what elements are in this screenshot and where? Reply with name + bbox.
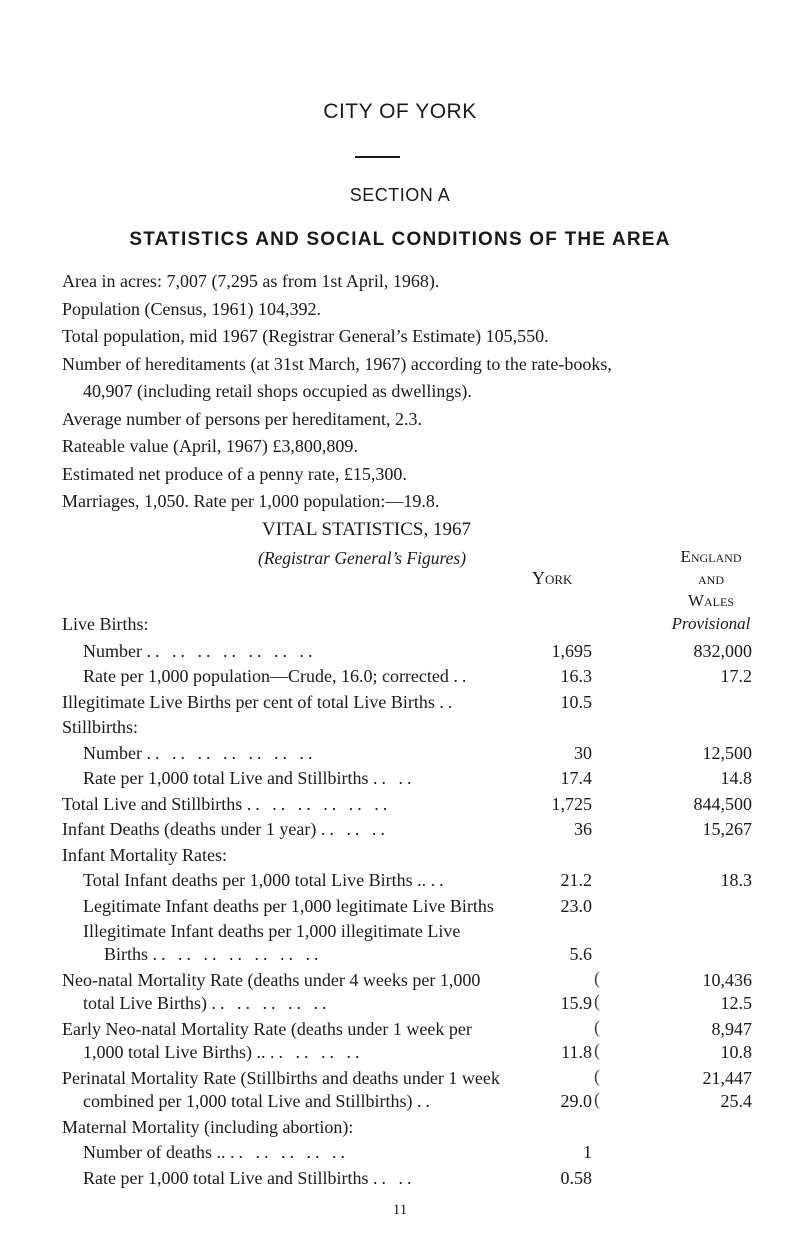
- intro-hereditaments: Number of hereditaments (at 31st March, 1967) according to the rate-books,: [62, 354, 612, 374]
- brace-mark: (: [594, 991, 600, 1011]
- column-header-wales: Wales: [687, 591, 735, 610]
- england-value: 21,447: [702, 1068, 752, 1088]
- row-maternal-deaths-number: Number of deaths .. .. .. .. .. ..: [83, 1142, 349, 1162]
- leader-dots: .. ..: [372, 768, 416, 788]
- england-value: 844,500: [693, 794, 752, 814]
- york-value: 16.3: [560, 666, 592, 686]
- england-value: 10,436: [702, 970, 752, 990]
- leader-dots: .. .. .. .. .. ..: [246, 794, 392, 814]
- column-header-provisional: Provisional: [671, 614, 751, 633]
- england-value: 832,000: [693, 641, 752, 661]
- intro-hereditaments-cont: 40,907 (including retail shops occupied as dwellings).: [83, 381, 472, 401]
- row-legitimate-infant-deaths: Legitimate Infant deaths per 1,000 legitimate Live Births: [83, 896, 494, 916]
- divider-rule: [355, 156, 400, 158]
- row-live-births-rate: Rate per 1,000 population—Crude, 16.0; corrected ..: [83, 666, 471, 686]
- row-stillbirths-number: Number .. .. .. .. .. .. ..: [83, 743, 317, 763]
- leader-dots: .. ..: [372, 1168, 416, 1188]
- york-value: 1,725: [551, 794, 592, 814]
- leader-dots: ..: [416, 1091, 434, 1111]
- brace-mark: (: [594, 1089, 600, 1109]
- brace-mark: (: [594, 1017, 600, 1037]
- england-value: 8,947: [711, 1019, 752, 1039]
- york-value: 5.6: [569, 944, 592, 964]
- york-value: 1,695: [551, 641, 592, 661]
- york-value: 23.0: [560, 896, 592, 916]
- section-heading: SECTION A: [349, 185, 451, 205]
- leader-dots: .. .. .. .. .. .. ..: [146, 743, 317, 763]
- row-maternal-mortality-heading: Maternal Mortality (including abortion):: [62, 1117, 354, 1137]
- england-value: 12.5: [720, 993, 752, 1013]
- intro-persons-per-hereditament: Average number of persons per hereditament, 2.3.: [62, 409, 423, 429]
- row-maternal-deaths-rate: Rate per 1,000 total Live and Stillbirths .. ..: [83, 1168, 416, 1188]
- intro-population-census: Population (Census, 1961) 104,392.: [62, 299, 321, 319]
- brace-mark: (: [594, 1040, 600, 1060]
- england-value: 14.8: [720, 768, 752, 788]
- row-stillbirths-rate: Rate per 1,000 total Live and Stillbirths .. ..: [83, 768, 416, 788]
- leader-dots: .. .. .. .. .. .. ..: [152, 944, 323, 964]
- intro-area: Area in acres: 7,007 (7,295 as from 1st April, 1968).: [62, 271, 440, 291]
- vital-subtitle: (Registrar General’s Figures): [258, 548, 467, 568]
- leader-dots: ..: [439, 692, 457, 712]
- england-value: 18.3: [720, 870, 752, 890]
- row-early-neonatal-mortality: Early Neo-natal Mortality Rate (deaths under 1 week per: [62, 1019, 472, 1039]
- leader-dots: .. .. .. .. ..: [211, 993, 331, 1013]
- england-value: 25.4: [720, 1091, 752, 1111]
- york-value: 17.4: [560, 768, 592, 788]
- intro-population-estimate: Total population, mid 1967 (Registrar General’s Estimate) 105,550.: [62, 326, 549, 346]
- city-heading: CITY OF YORK: [323, 100, 477, 123]
- row-live-births-heading: Live Births:: [62, 614, 149, 634]
- york-value: 1: [583, 1142, 592, 1162]
- row-stillbirths-heading: Stillbirths:: [62, 717, 139, 737]
- row-illegitimate-infant-deaths: Illegitimate Infant deaths per 1,000 illegitimate Live: [83, 921, 461, 941]
- england-value: 15,267: [702, 819, 752, 839]
- england-value: 17.2: [720, 666, 752, 686]
- intro-rateable-value: Rateable value (April, 1967) £3,800,809.: [62, 436, 358, 456]
- leader-dots: .. .. .. .. ..: [229, 1142, 349, 1162]
- row-neonatal-mortality-cont: total Live Births) .. .. .. .. ..: [83, 993, 331, 1013]
- column-header-and: and: [698, 569, 724, 588]
- leader-dots: .. .. .. .. .. .. ..: [146, 641, 317, 661]
- york-value: 15.9: [560, 993, 592, 1013]
- england-value: 10.8: [720, 1042, 752, 1062]
- york-value: 36: [574, 819, 592, 839]
- row-total-infant-deaths-rate: Total Infant deaths per 1,000 total Live Births .. ..: [83, 870, 448, 890]
- row-live-births-number: Number .. .. .. .. .. .. ..: [83, 641, 317, 661]
- column-header-england: England: [680, 547, 742, 566]
- brace-mark: (: [594, 1066, 600, 1086]
- page-number: 11: [392, 1202, 408, 1218]
- york-value: 30: [574, 743, 592, 763]
- york-value: 0.58: [560, 1168, 592, 1188]
- row-infant-deaths: Infant Deaths (deaths under 1 year) .. .. ..: [62, 819, 389, 839]
- leader-dots: .. .. .. ..: [269, 1042, 364, 1062]
- leader-dots: ..: [430, 870, 448, 890]
- leader-dots: ..: [453, 666, 471, 686]
- york-value: 10.5: [560, 692, 592, 712]
- main-title: STATISTICS AND SOCIAL CONDITIONS OF THE AREA: [129, 229, 671, 250]
- brace-mark: (: [594, 968, 600, 988]
- england-value: 12,500: [702, 743, 752, 763]
- york-value: 11.8: [561, 1042, 592, 1062]
- row-illegitimate-live-births: Illegitimate Live Births per cent of total Live Births ..: [62, 692, 457, 712]
- row-neonatal-mortality: Neo-natal Mortality Rate (deaths under 4 weeks per 1,000: [62, 970, 481, 990]
- leader-dots: .. .. ..: [320, 819, 389, 839]
- york-value: 21.2: [560, 870, 592, 890]
- row-illegitimate-infant-deaths-cont: Births .. .. .. .. .. .. ..: [104, 944, 323, 964]
- row-early-neonatal-mortality-cont: 1,000 total Live Births) .. .. .. .. ..: [83, 1042, 364, 1062]
- intro-marriages: Marriages, 1,050. Rate per 1,000 population:—19.8.: [62, 491, 440, 511]
- row-perinatal-mortality: Perinatal Mortality Rate (Stillbirths and deaths under 1 week: [62, 1068, 500, 1088]
- york-value: 29.0: [560, 1091, 592, 1111]
- column-header-york: York: [532, 568, 573, 588]
- row-infant-mortality-heading: Infant Mortality Rates:: [62, 845, 227, 865]
- row-perinatal-mortality-cont: combined per 1,000 total Live and Stillbirths) ..: [83, 1091, 434, 1111]
- vital-title: VITAL STATISTICS, 1967: [262, 519, 471, 540]
- row-total-live-stillbirths: Total Live and Stillbirths .. .. .. .. .. ..: [62, 794, 392, 814]
- intro-penny-rate: Estimated net produce of a penny rate, £15,300.: [62, 464, 407, 484]
